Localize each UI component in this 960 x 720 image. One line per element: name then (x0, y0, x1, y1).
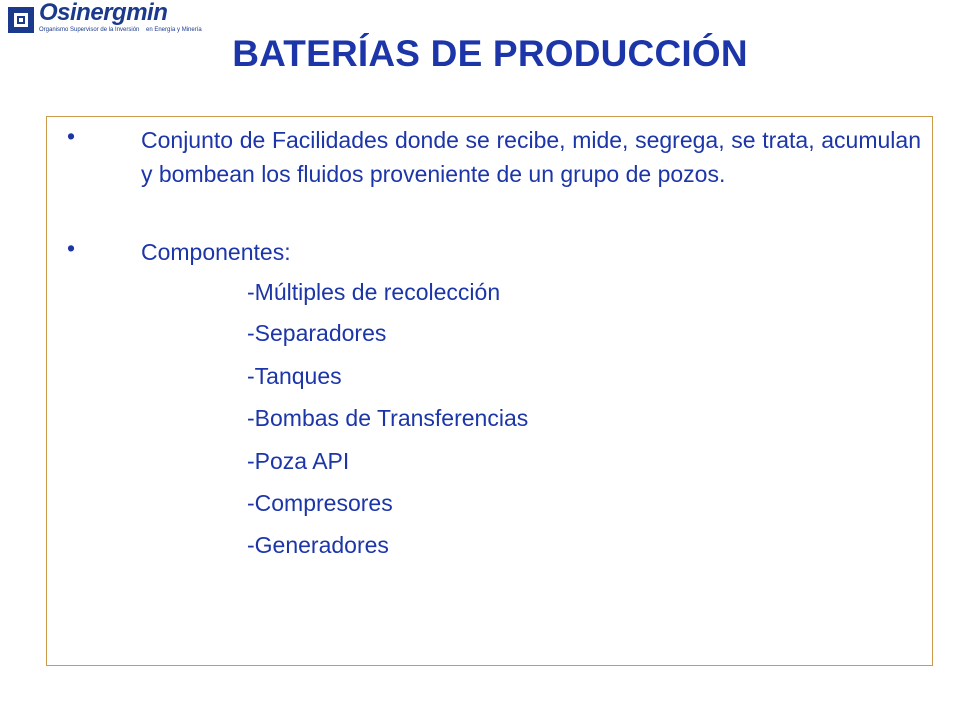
component-item: -Tanques (247, 363, 342, 389)
component-item: -Múltiples de recolección (247, 279, 501, 305)
logo-tagline-left: Organismo Supervisor de la Inversión (39, 27, 140, 33)
logo-wordmark: Osinergmin (39, 0, 168, 26)
bullet-symbol: • (67, 235, 76, 261)
component-item: -Poza API (247, 448, 350, 474)
logo-tagline-right: en Energía y Minería (146, 27, 202, 33)
bullet-text-components: Componentes: (141, 239, 291, 265)
content-box (46, 116, 933, 666)
bullet-text-definition: Conjunto de Facilidades donde se recibe, mide, segrega, se trata, acumulan y bombean los fluidos proveniente de un grupo de pozos. (141, 127, 921, 187)
component-item: -Compresores (247, 490, 393, 516)
component-item: -Generadores (247, 532, 389, 558)
component-item: -Separadores (247, 320, 387, 346)
slide-title: BATERÍAS DE PRODUCCIÓN (232, 33, 748, 74)
component-item: -Bombas de Transferencias (247, 405, 529, 431)
bullet-symbol: • (67, 123, 76, 149)
